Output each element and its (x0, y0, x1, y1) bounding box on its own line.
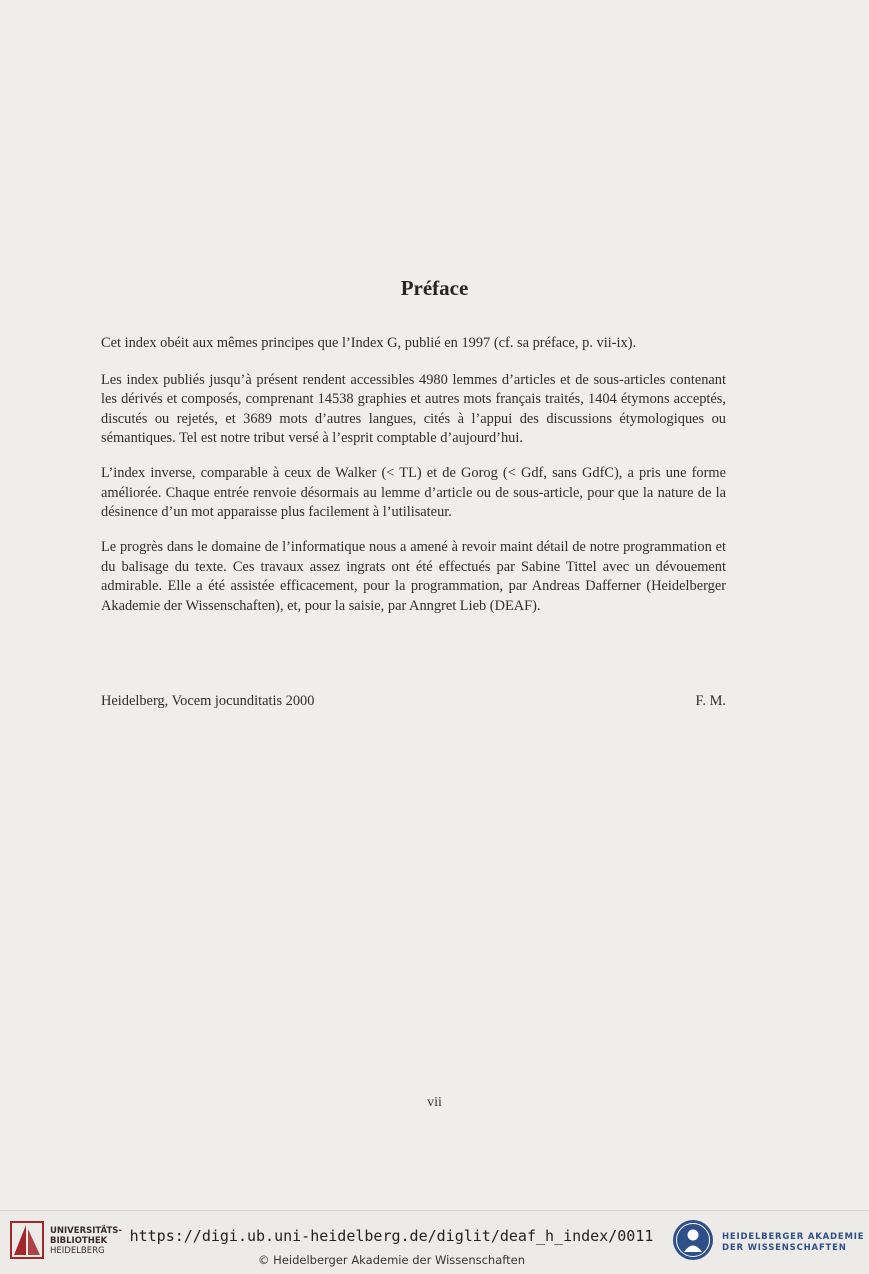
permalink-url[interactable]: https://digi.ub.uni-heidelberg.de/diglit/deaf_h_index/0011 (129, 1227, 654, 1245)
library-name-line-1: UNIVERSITÄTS- (50, 1226, 122, 1236)
viewer-footer (0, 1210, 869, 1274)
preface-body (101, 334, 726, 632)
academy-seal-icon[interactable] (672, 1219, 714, 1261)
academy-name (722, 1232, 864, 1254)
academy-name-line-1: HEIDELBERGER AKADEMIE (722, 1232, 865, 1242)
page-number: vii (427, 1095, 442, 1110)
paragraph-4: Le progrès dans le domaine de l’informatique nous a amené à revoir maint détail de notre programmation et du balisage du texte. Ces travaux assez ingrats ont été effectués par Sabine Tittel avec un dévouement admirable. Elle a été assistée efficacement, pour la programmation, par Andreas Dafferner (Heidelberger Akademie der Wissenschaften), et, pour la saisie, par Anngret Lieb (DEAF). (101, 539, 726, 614)
author-initials: F. M. (695, 693, 726, 709)
place-date: Heidelberg, Vocem jocunditatis 2000 (101, 693, 315, 709)
paragraph-2: Les index publiés jusqu’à présent rendent accessibles 4980 lemmes d’articles et de sous-articles contenant les dérivés et composés, comprenant 14538 graphies et autres mots français traités, 1404 étymons acceptés, discutés ou rejetés, et 3689 mots d’autres langues, cités à l’appui des discussions étymologiques ou sémantiques. Tel est notre tribut versé à l’esprit comptable d’aujourd’hui. (101, 371, 726, 446)
academy-name-line-2: DER WISSENSCHAFTEN (722, 1243, 847, 1253)
library-name-line-3: HEIDELBERG (50, 1246, 105, 1256)
signature-line (101, 692, 726, 712)
paragraph-1: Cet index obéit aux mêmes principes que l’Index G, publié en 1997 (cf. sa préface, p. vii-ix). (101, 335, 637, 351)
paragraph-3: L’index inverse, comparable à ceux de Walker (< TL) et de Gorog (< Gdf, sans GdfC), a pris une forme améliorée. Chaque entrée renvoie désormais au lemme d’article ou de sous-article, pour que la nature de la désinence d’un mot apparaisse plus facilement à l’utilisateur. (101, 465, 726, 520)
library-name-line-2: BIBLIOTHEK (50, 1236, 108, 1246)
page-title: Préface (400, 276, 469, 300)
copyright-notice: © Heidelberger Akademie der Wissenschaften (258, 1253, 525, 1267)
